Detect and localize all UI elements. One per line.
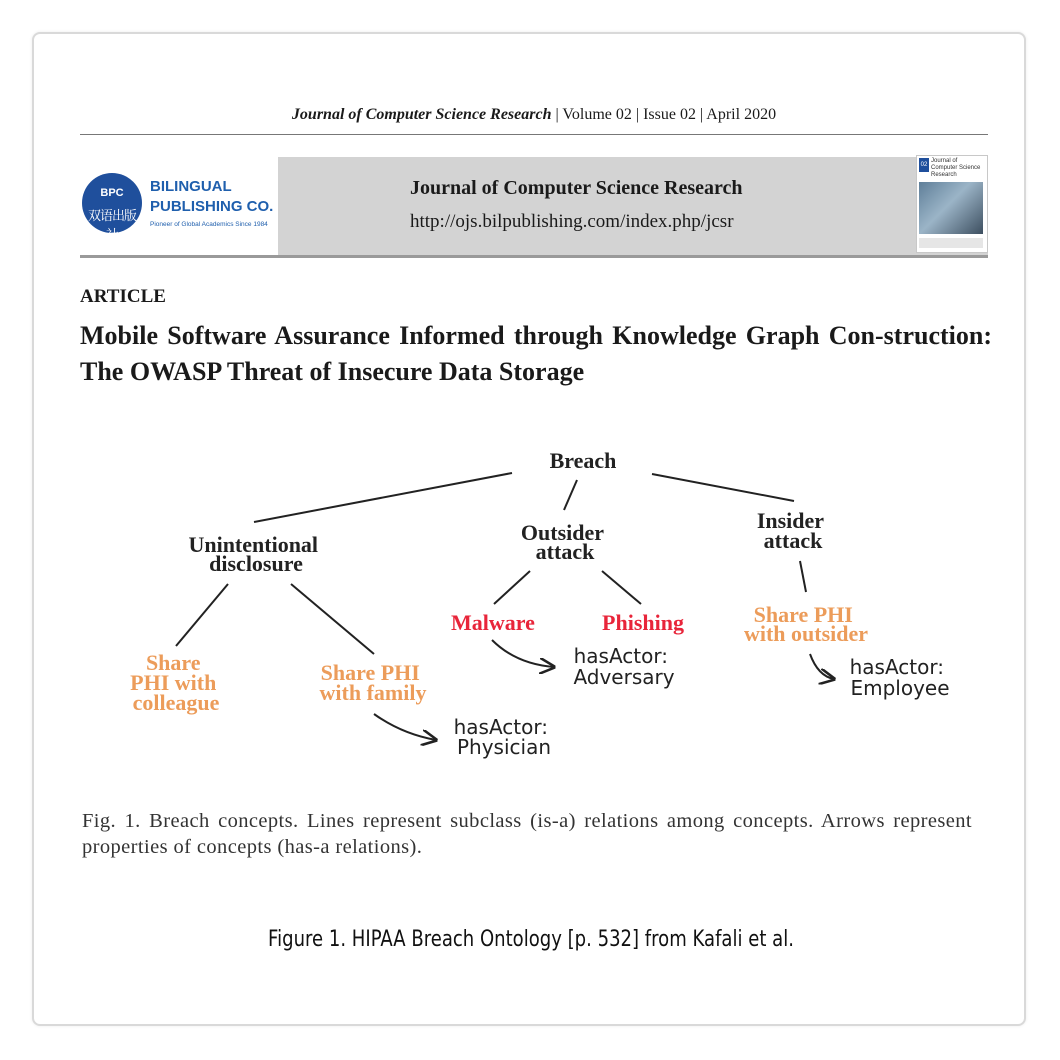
node-insider-attack: [757, 508, 829, 553]
node-share-phi-outsider: [744, 602, 868, 646]
actor-employee-line1: hasActor:: [849, 655, 945, 679]
line-breach-insider: [652, 474, 794, 501]
cover-title: Journal of Computer Science Research: [931, 158, 981, 178]
line-unintentional-family: [291, 584, 374, 654]
node-colleague-line2: PHI with: [130, 670, 217, 695]
node-unintentional-disclosure: [188, 532, 323, 576]
node-hasactor-adversary: [573, 644, 674, 689]
node-insider-line1: Insider: [756, 508, 824, 533]
node-unintentional-line1: Unintentional: [188, 532, 319, 557]
banner-journal-title: Journal of Computer Science Research: [410, 177, 743, 199]
line-unintentional-colleague: [176, 584, 228, 646]
figure-label: Figure 1. HIPAA Breach Ontology [p. 532] from Kafali et al.: [268, 927, 794, 952]
node-unintentional-line2: disclosure: [209, 551, 303, 576]
logo-circle-text: BPC: [100, 187, 124, 199]
publisher-tagline: Pioneer of Global Academics Since 1984: [150, 221, 268, 228]
breach-ontology-diagram: [34, 34, 1028, 1028]
node-outsider-attack: [521, 520, 609, 564]
node-family-line2: with family: [319, 680, 427, 705]
node-outsider-share-line1: Share PHI: [753, 602, 853, 627]
node-outsider-line2: attack: [535, 539, 595, 564]
node-colleague-line3: colleague: [132, 690, 220, 715]
article-type-label: ARTICLE: [80, 286, 166, 307]
line-breach-unintentional: [254, 473, 512, 522]
node-share-phi-colleague: [130, 650, 222, 715]
banner-journal-url[interactable]: http://ojs.bilpublishing.com/index.php/jcsr: [410, 211, 734, 232]
publisher-name-line1: BILINGUAL: [150, 178, 232, 195]
node-malware: Malware: [451, 610, 535, 635]
node-phishing: Phishing: [602, 610, 684, 635]
line-outsider-phishing: [602, 571, 641, 604]
node-hasactor-physician: [454, 715, 555, 759]
line-outsider-malware: [494, 571, 530, 604]
publisher-name-line2: PUBLISHING CO.: [150, 198, 274, 215]
node-breach: Breach: [549, 448, 617, 473]
node-insider-line2: attack: [763, 528, 823, 553]
line-insider-share-outsider: [800, 561, 806, 592]
arrow-outsider-employee: [810, 654, 834, 679]
figure-card: [32, 32, 1026, 1026]
node-family-line1: Share PHI: [320, 660, 420, 685]
actor-employee-line2: Employee: [850, 676, 950, 700]
figure-caption: Fig. 1. Breach concepts. Lines represent subclass (is-a) relations among concepts. Arrows represent properties of concepts (has-a relations).: [82, 810, 972, 858]
node-hasactor-employee: [850, 655, 951, 700]
actor-physician-line2: Physician: [456, 735, 552, 759]
running-head-journal-name: Journal of Computer Science Research: [291, 106, 552, 123]
actor-adversary-line1: hasActor:: [573, 644, 669, 668]
running-head-volume-issue-date: | Volume 02 | Issue 02 | April 2020: [551, 106, 777, 123]
logo-circle-glyphs: 双语出版社: [87, 208, 136, 242]
actor-physician-line1: hasActor:: [453, 715, 549, 739]
line-breach-outsider: [564, 480, 577, 510]
actor-adversary-line2: Adversary: [573, 665, 675, 689]
node-colleague-line1: Share: [145, 650, 201, 675]
article-title: Mobile Software Assurance Informed through Knowledge Graph Con-struction: The OWASP Threat of Insecure Data Storage: [80, 321, 992, 386]
cover-issue-badge: 02: [919, 158, 929, 172]
node-outsider-line1: Outsider: [520, 520, 604, 545]
node-outsider-share-line2: with outsider: [743, 621, 869, 646]
node-share-phi-family: [320, 660, 427, 705]
arrow-malware-adversary: [492, 640, 554, 667]
arrow-family-physician: [374, 714, 436, 740]
